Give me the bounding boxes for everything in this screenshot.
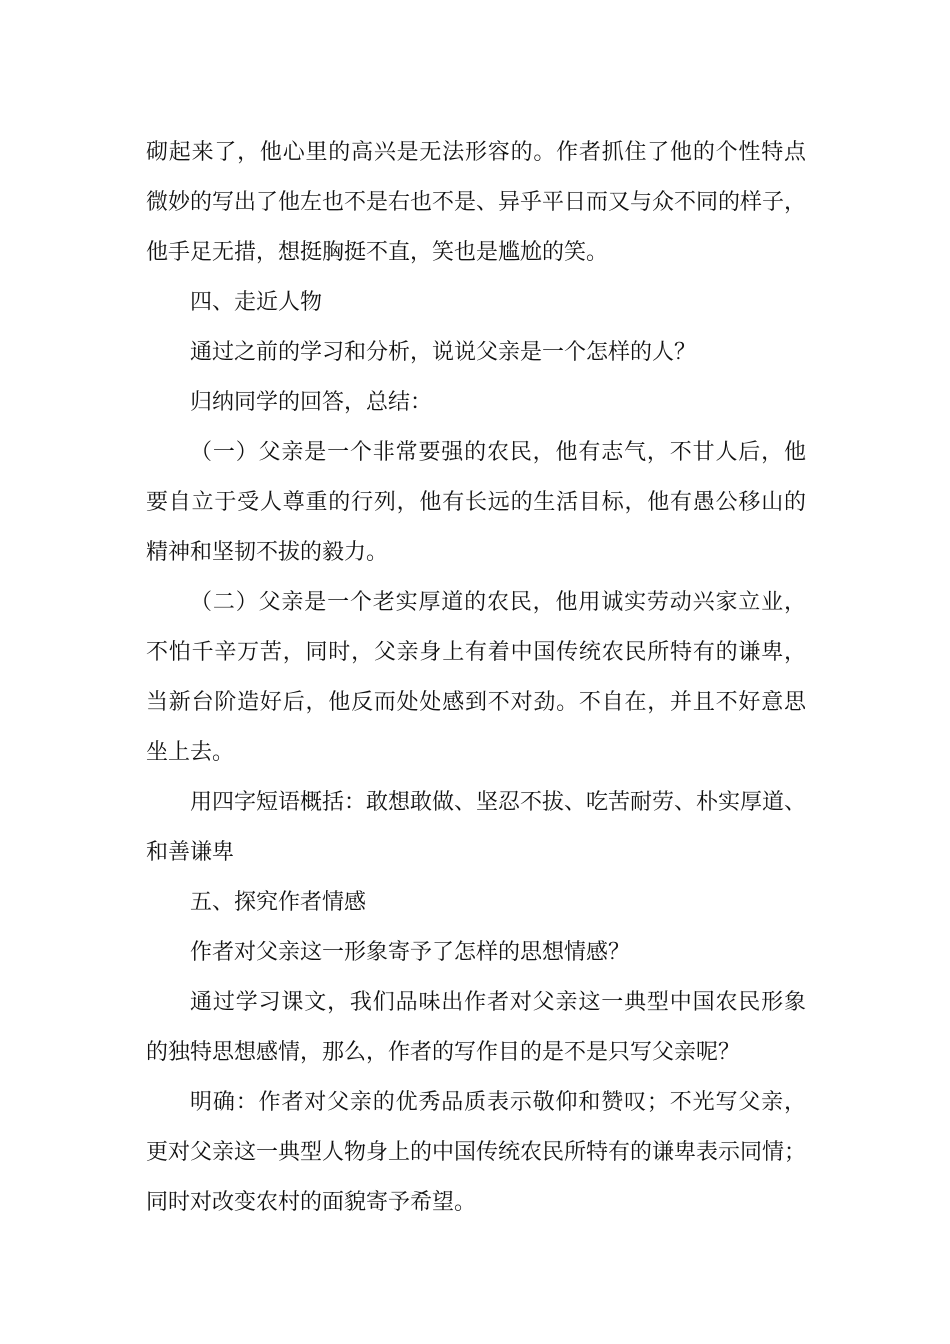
text-line: 要自立于受人尊重的行列，他有长远的生活目标，他有愚公移山的 [146, 490, 806, 515]
text-line: 通过之前的学习和分析，说说父亲是一个怎样的人？ [190, 340, 697, 365]
text-line: 用四字短语概括：敢想敢做、坚忍不拔、吃苦耐劳、朴实厚道、 [190, 790, 807, 815]
text-line: 的独特思想感情，那么，作者的写作目的是不是只写父亲呢？ [146, 1040, 741, 1065]
section-heading: 五、探究作者情感 [190, 890, 367, 915]
text-line: 同时对改变农村的面貌寄予希望。 [146, 1190, 477, 1215]
document-body [146, 128, 806, 1228]
section-heading: 四、走近人物 [190, 290, 323, 315]
text-line: 微妙的写出了他左也不是右也不是、异乎平日而又与众不同的样子， [146, 190, 807, 215]
text-line: 作者对父亲这一形象寄予了怎样的思想情感？ [190, 940, 631, 965]
text-line: 归纳同学的回答，总结： [190, 390, 433, 415]
text-line: 明确：作者对父亲的优秀品质表示敬仰和赞叹；不光写父亲， [190, 1090, 806, 1115]
text-line: 精神和坚韧不拔的毅力。 [146, 540, 389, 565]
text-lines [146, 128, 806, 1228]
text-line: 砌起来了，他心里的高兴是无法形容的。作者抓住了他的个性特点 [146, 140, 806, 165]
text-line: （二）父亲是一个老实厚道的农民，他用诚实劳动兴家立业， [190, 590, 806, 615]
text-line: 和善谦卑 [146, 840, 235, 865]
text-line: 不怕千辛万苦，同时，父亲身上有着中国传统农民所特有的谦卑， [146, 640, 806, 665]
text-line: 当新台阶造好后，他反而处处感到不对劲。不自在，并且不好意思 [146, 690, 806, 715]
text-line: 坐上去。 [146, 740, 235, 765]
text-line: 通过学习课文，我们品味出作者对父亲这一典型中国农民形象 [190, 990, 806, 1015]
text-line: 更对父亲这一典型人物身上的中国传统农民所特有的谦卑表示同情； [146, 1140, 807, 1165]
text-line: 他手足无措，想挺胸挺不直，笑也是尴尬的笑。 [146, 240, 609, 265]
text-line: （一）父亲是一个非常要强的农民，他有志气，不甘人后，他 [190, 440, 806, 465]
